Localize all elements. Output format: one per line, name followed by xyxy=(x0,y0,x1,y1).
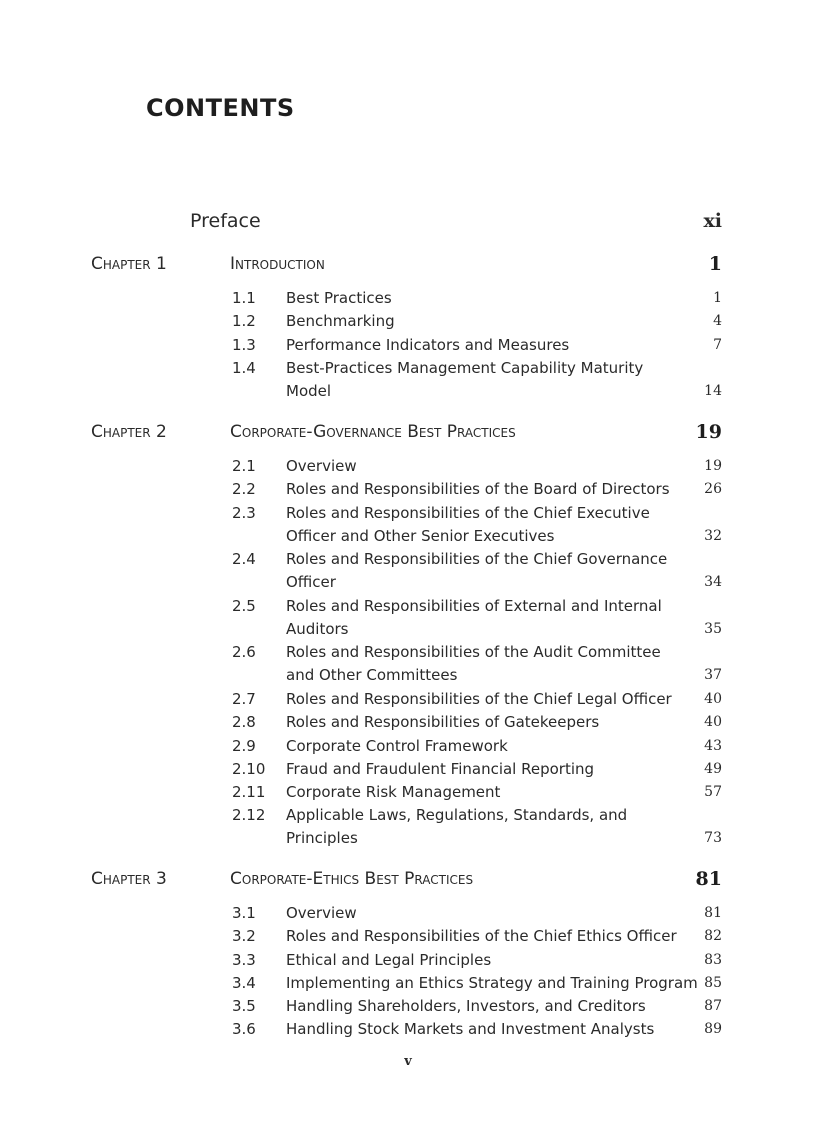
toc-section-entry[interactable] xyxy=(230,1018,722,1041)
section-number: 2.1 xyxy=(232,457,256,475)
section-number: 2.7 xyxy=(232,690,256,708)
section-page-number: 87 xyxy=(704,998,722,1014)
toc-section-entry[interactable] xyxy=(230,949,722,972)
section-page-number: 14 xyxy=(704,383,722,399)
section-page-number: 85 xyxy=(704,975,722,991)
section-number: 2.2 xyxy=(232,480,256,498)
section-title-line: Roles and Responsibilities of the Chief Legal Officer xyxy=(286,690,672,708)
section-title-line: Fraud and Fraudulent Financial Reporting xyxy=(286,760,595,778)
toc-section-entry[interactable] xyxy=(230,502,722,548)
section-title-line: Auditors xyxy=(286,620,349,638)
section-page-number: 49 xyxy=(704,761,722,777)
section-number: 2.6 xyxy=(232,643,256,661)
toc-section-entry[interactable] xyxy=(230,455,722,478)
chapter-page-number: 1 xyxy=(708,253,722,275)
section-page-number: 89 xyxy=(704,1021,722,1037)
toc-section-entry[interactable] xyxy=(230,925,722,948)
section-title-line: Benchmarking xyxy=(286,312,395,330)
chapter-title[interactable]: Introduction xyxy=(230,254,325,274)
toc-section-entry[interactable] xyxy=(230,972,722,995)
page-footer-number: v xyxy=(404,1054,412,1069)
toc-section-entry[interactable] xyxy=(230,804,722,850)
section-page-number: 34 xyxy=(704,574,722,590)
section-title-line: Officer xyxy=(286,573,336,591)
section-page-number: 40 xyxy=(704,691,722,707)
toc-section-entry[interactable] xyxy=(230,995,722,1018)
section-number: 1.4 xyxy=(232,359,256,377)
section-number: 3.6 xyxy=(232,1020,256,1038)
section-page-number: 19 xyxy=(704,458,722,474)
section-title-line: Roles and Responsibilities of the Chief Ethics Officer xyxy=(286,927,677,945)
chapter-label: Chapter 2 xyxy=(91,422,167,442)
section-title-line: Principles xyxy=(286,829,358,847)
toc-section-entry[interactable] xyxy=(230,902,722,925)
chapter-title[interactable]: Corporate-Ethics Best Practices xyxy=(230,869,474,889)
toc-section-entry[interactable] xyxy=(230,641,722,687)
section-page-number: 82 xyxy=(704,928,722,944)
section-page-number: 43 xyxy=(704,738,722,754)
section-number: 2.11 xyxy=(232,783,266,801)
toc-section-entry[interactable] xyxy=(230,287,722,310)
section-page-number: 26 xyxy=(704,481,722,497)
chapter-label: Chapter 3 xyxy=(91,869,167,889)
section-title-line: Roles and Responsibilities of the Chief Executive xyxy=(286,504,650,522)
section-number: 2.3 xyxy=(232,504,256,522)
toc-section-entry[interactable] xyxy=(230,758,722,781)
section-title-line: Best Practices xyxy=(286,289,392,307)
section-page-number: 32 xyxy=(704,528,722,544)
section-title-line: Roles and Responsibilities of the Board of Directors xyxy=(286,480,670,498)
section-number: 2.10 xyxy=(232,760,266,778)
section-title-line: Overview xyxy=(286,457,357,475)
section-title-line: Corporate Risk Management xyxy=(286,783,501,801)
section-title-line: Best-Practices Management Capability Maturity xyxy=(286,359,644,377)
section-title-line: Handling Shareholders, Investors, and Creditors xyxy=(286,997,646,1015)
section-page-number: 40 xyxy=(704,714,722,730)
section-title-line: Roles and Responsibilities of the Audit Committee xyxy=(286,643,661,661)
section-number: 1.2 xyxy=(232,312,256,330)
preface-page-number: xi xyxy=(703,210,722,232)
section-number: 3.5 xyxy=(232,997,256,1015)
section-page-number: 1 xyxy=(713,290,722,306)
section-title-line: Corporate Control Framework xyxy=(286,737,508,755)
section-page-number: 7 xyxy=(713,337,722,353)
toc-section-entry[interactable] xyxy=(230,595,722,641)
toc-section-entry[interactable] xyxy=(230,711,722,734)
toc-section-entry[interactable] xyxy=(230,735,722,758)
section-title-line: Model xyxy=(286,382,332,400)
section-title-line: Handling Stock Markets and Investment Analysts xyxy=(286,1020,655,1038)
section-title-line: Applicable Laws, Regulations, Standards, and xyxy=(286,806,628,824)
section-number: 2.4 xyxy=(232,550,256,568)
chapter-page-number: 81 xyxy=(695,868,722,890)
section-number: 3.1 xyxy=(232,904,256,922)
toc-section-entry[interactable] xyxy=(230,310,722,333)
section-number: 2.8 xyxy=(232,713,256,731)
section-page-number: 81 xyxy=(704,905,722,921)
toc-section-entry[interactable] xyxy=(230,478,722,501)
chapter-label: Chapter 1 xyxy=(91,254,167,274)
section-page-number: 83 xyxy=(704,952,722,968)
chapter-page-number: 19 xyxy=(695,421,722,443)
toc-section-entry[interactable] xyxy=(230,357,722,403)
toc-preface-entry[interactable] xyxy=(190,210,722,236)
toc-section-entry[interactable] xyxy=(230,334,722,357)
page-title: CONTENTS xyxy=(146,94,295,122)
section-title-line: Performance Indicators and Measures xyxy=(286,336,570,354)
section-number: 1.1 xyxy=(232,289,256,307)
section-number: 3.3 xyxy=(232,951,256,969)
section-title-line: Implementing an Ethics Strategy and Training Program xyxy=(286,974,698,992)
chapter-title[interactable]: Corporate-Governance Best Practices xyxy=(230,422,516,442)
toc-section-entry[interactable] xyxy=(230,688,722,711)
section-number: 3.4 xyxy=(232,974,256,992)
section-page-number: 37 xyxy=(704,667,722,683)
toc-section-entry[interactable] xyxy=(230,548,722,594)
section-title-line: Officer and Other Senior Executives xyxy=(286,527,555,545)
section-number: 2.12 xyxy=(232,806,266,824)
section-page-number: 73 xyxy=(704,830,722,846)
section-title-line: Roles and Responsibilities of Gatekeepers xyxy=(286,713,600,731)
section-number: 3.2 xyxy=(232,927,256,945)
section-title-line: and Other Committees xyxy=(286,666,458,684)
section-title-line: Overview xyxy=(286,904,357,922)
section-title-line: Roles and Responsibilities of External and Internal xyxy=(286,597,662,615)
section-number: 2.9 xyxy=(232,737,256,755)
section-number: 2.5 xyxy=(232,597,256,615)
section-page-number: 35 xyxy=(704,621,722,637)
section-number: 1.3 xyxy=(232,336,256,354)
section-title-line: Ethical and Legal Principles xyxy=(286,951,492,969)
preface-label: Preface xyxy=(190,210,261,232)
section-page-number: 57 xyxy=(704,784,722,800)
section-page-number: 4 xyxy=(713,313,722,329)
section-title-line: Roles and Responsibilities of the Chief Governance xyxy=(286,550,668,568)
toc-section-entry[interactable] xyxy=(230,781,722,804)
